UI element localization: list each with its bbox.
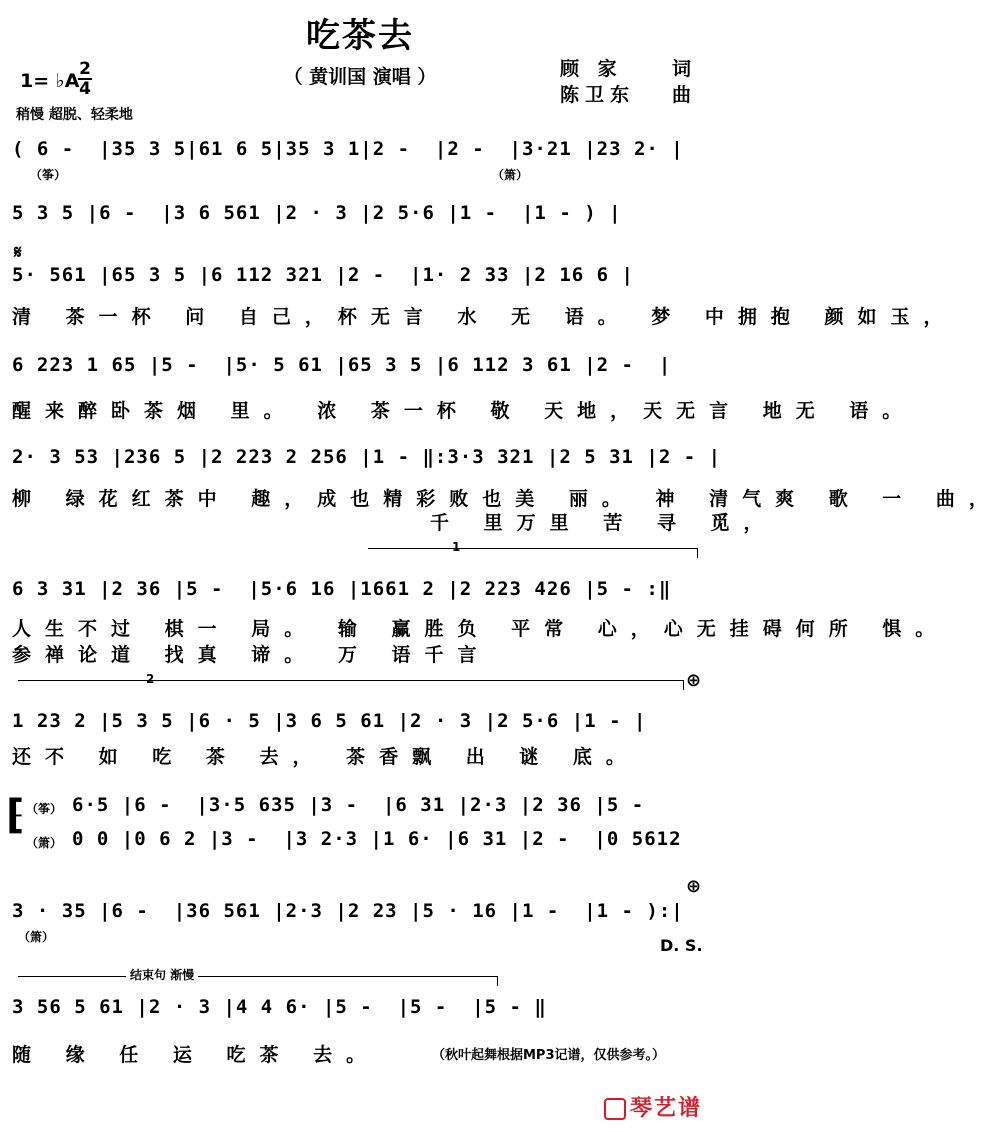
- lyrics-row-3: 清 茶一杯 问 自己，杯无言 水 无 语。 梦 中拥抱 颜如玉，: [12, 306, 957, 328]
- lyrics-row-5b: 千 里万里 苦 寻 觅，: [430, 512, 777, 534]
- composer-name: 陈卫东: [560, 84, 636, 106]
- logo-mark-icon: [604, 1098, 626, 1120]
- instrument-label-xiao-2: （箫）: [26, 836, 63, 850]
- segno-sign: 𝄋: [14, 242, 22, 263]
- ending-label: 结束句 渐慢: [126, 966, 198, 983]
- instrument-label-xiao-3: （箫）: [18, 930, 55, 944]
- system-bracket: ⁅: [6, 792, 25, 838]
- ending-bracket: [18, 976, 498, 977]
- score-row-5: 2· 3 53 |236 5 |2 223 2 256 |1 - ‖:3·3 321 |2 5 31 |2 - |: [12, 446, 722, 468]
- logo-text: 琴艺谱: [629, 1096, 702, 1121]
- lyrics-row-10: 随 缘 任 运 吃茶 去。: [12, 1044, 380, 1066]
- score-row-6: 6 3 31 |2 36 |5 - |5·6 16 |1661 2 |2 223 426 |5 - :‖: [12, 578, 672, 600]
- lyricist-role: 词: [672, 58, 698, 80]
- coda-sign-2: ⊕: [686, 876, 702, 897]
- dal-segno: D. S.: [660, 936, 703, 955]
- tempo-marking: 稍慢 超脱、轻柔地: [16, 107, 133, 123]
- site-logo: [604, 1091, 702, 1122]
- score-row-2: 5 3 5 |6 - |3 6 561 |2 · 3 |2 5·6 |1 - |1 - ) |: [12, 202, 622, 224]
- instrument-label-zheng: （筝）: [30, 168, 67, 182]
- composer-role: 曲: [672, 84, 698, 106]
- score-row-7: 1 23 2 |5 3 5 |6 · 5 |3 6 5 61 |2 · 3 |2 5·6 |1 - |: [12, 710, 647, 732]
- meter-bottom: 4: [79, 79, 91, 99]
- volta-bracket-2: [18, 680, 684, 681]
- score-row-8-xiao: 0 0 |0 6 2 |3 - |3 2·3 |1 6· |6 31 |2 - |0 5612: [72, 828, 682, 850]
- key-signature: 1= ♭A: [20, 70, 80, 92]
- score-row-8-zheng: 6·5 |6 - |3·5 635 |3 - |6 31 |2·3 |2 36 |5 -: [72, 794, 657, 816]
- lyrics-row-6b: 参禅论道 找真 谛。 万 语千言: [12, 644, 491, 666]
- score-row-10: 3 56 5 61 |2 · 3 |4 4 6· |5 - |5 - |5 - ‖: [12, 996, 547, 1018]
- page-title: 吃茶去: [306, 16, 414, 56]
- score-row-3: 5· 561 |65 3 5 |6 112 321 |2 - |1· 2 33 |2 16 6 |: [12, 264, 634, 286]
- volta-2-label: 2: [146, 672, 155, 686]
- page-subtitle: （ 黄训国 演唱 ）: [283, 66, 437, 88]
- lyricist-name: 顾 家: [560, 58, 623, 80]
- time-signature: [78, 60, 92, 98]
- score-row-9: 3 · 35 |6 - |36 561 |2·3 |2 23 |5 · 16 |1 - |1 - ):|: [12, 900, 684, 922]
- meter-top: 2: [79, 59, 91, 79]
- score-row-4: 6 223 1 65 |5 - |5· 5 61 |65 3 5 |6 112 3 61 |2 - |: [12, 354, 672, 376]
- lyrics-row-4: 醒来醉卧茶烟 里。 浓 茶一杯 敬 天地，天无言 地无 语。: [12, 400, 916, 422]
- lyrics-row-6a: 人生不过 棋一 局。 输 赢胜负 平常 心，心无挂碍何所 惧。: [12, 618, 949, 640]
- coda-sign: ⊕: [686, 670, 702, 691]
- instrument-label-xiao: （箫）: [492, 168, 529, 182]
- volta-bracket-1: [368, 548, 698, 549]
- instrument-label-zheng-2: （筝）: [26, 802, 63, 816]
- volta-1-label: 1: [452, 540, 461, 554]
- transcription-note: （秋叶起舞根据MP3记谱，仅供参考。）: [432, 1048, 666, 1063]
- score-row-1: ( 6 - |35 3 5|61 6 5|35 3 1|2 - |2 - |3·21 |23 2· |: [12, 138, 684, 160]
- lyrics-row-5a: 柳 绿花红茶中 趣，成也精彩败也美 丽。 神 清气爽 歌 一 曲，: [12, 488, 1002, 510]
- lyrics-row-7: 还不 如 吃 茶 去， 茶香飘 出 谜 底。: [12, 746, 639, 768]
